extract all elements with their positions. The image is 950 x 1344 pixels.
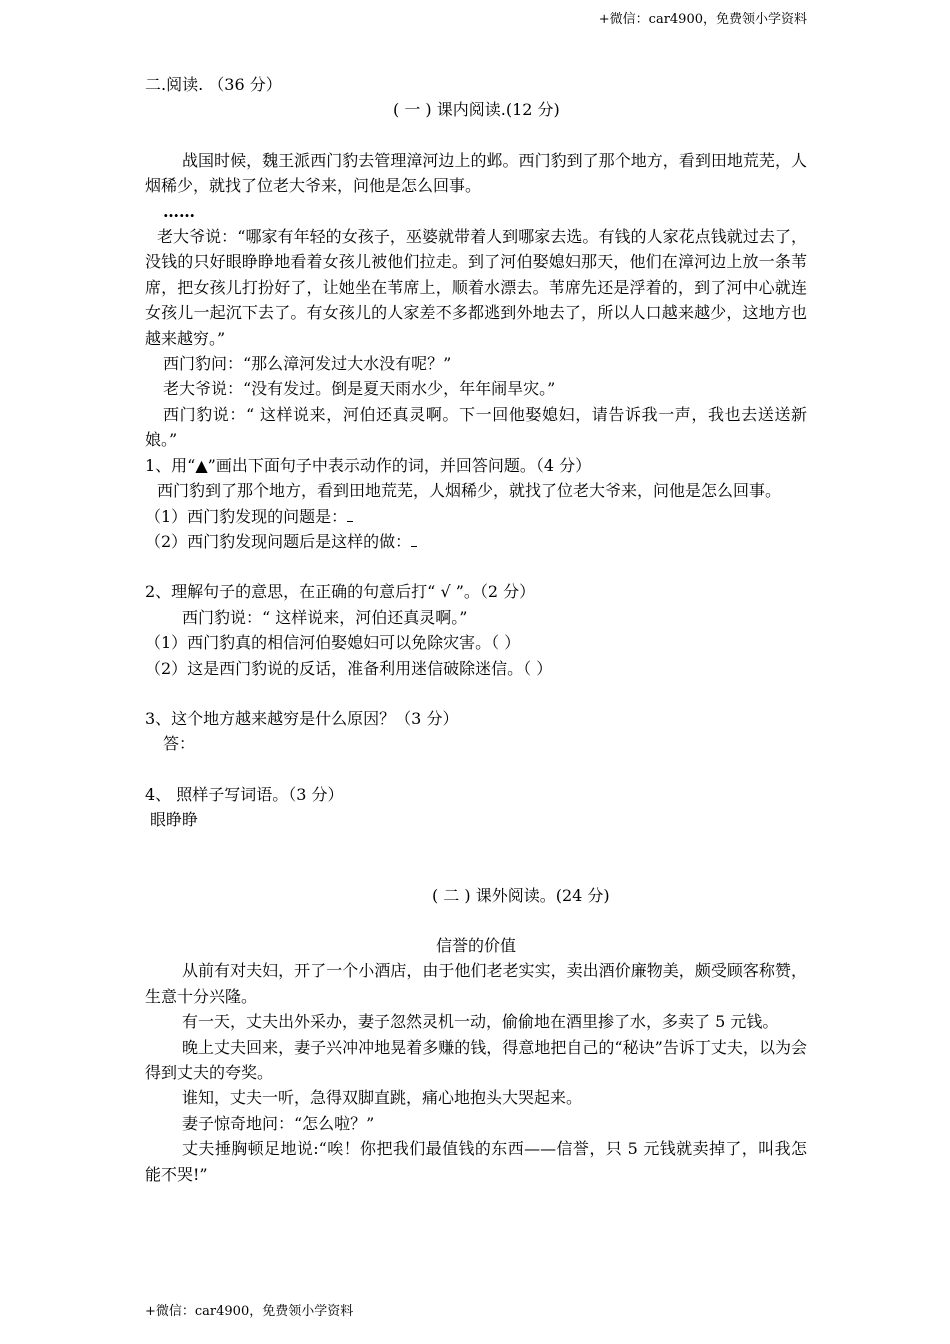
passage-paragraph: 西门豹说：“ 这样说来，河伯还真灵啊。下一回他娶媳妇，请告诉我一声，我也去送送新娘。” [145, 404, 807, 450]
story-paragraph: 谁知，丈夫一听，急得双脚直跳，痛心地抱头大哭起来。 [182, 1088, 583, 1108]
part-title: 二.阅读. （36 分） [145, 75, 282, 94]
answer-label: （1）西门豹发现的问题是： [145, 506, 348, 526]
page-header: +微信：car4900，免费领小学资料 [598, 12, 807, 27]
story-paragraph: 从前有对夫妇，开了一个小酒店，由于他们老老实实，卖出酒价廉物美，颇受顾客称赞，生意十分兴隆。 [145, 961, 807, 1006]
passage-paragraph: 西门豹问：“那么漳河发过大水没有呢？” [163, 354, 452, 374]
answer-blank[interactable] [411, 532, 417, 547]
question-3-prompt: 3、这个地方越来越穷是什么原因？（3 分） [145, 708, 459, 728]
story-paragraph: 丈夫捶胸顿足地说:“唉！你把我们最值钱的东西——信誉，只 5 元钱就卖掉了，叫我怎能不哭!” [145, 1139, 807, 1184]
question-2-quote: 西门豹说：“ 这样说来，河伯还真灵啊。” [182, 607, 468, 627]
story-paragraph: 妻子惊奇地问：“怎么啦？” [182, 1113, 375, 1133]
passage-paragraph: 战国时候，魏王派西门豹去管理漳河边上的邺。西门豹到了那个地方，看到田地荒芜，人烟稀少，就找了位老大爷来，问他是怎么回事。 [145, 150, 807, 196]
question-2-prompt: 2、理解句子的意思，在正确的句意后打“ √ ”。（2 分） [145, 582, 536, 602]
story-paragraph: 晚上丈夫回来，妻子兴冲冲地晃着多赚的钱，得意地把自己的“秘诀”告诉丁丈夫，以为会得到丈夫的夸奖。 [145, 1037, 807, 1082]
passage-ellipsis: …… [163, 201, 195, 221]
passage-paragraph: 老大爷说：“哪家有年轻的女孩子，巫婆就带着人到哪家去选。有钱的人家花点钱就过去了，没钱的只好眼睁睁地看着女孩儿被他们拉走。到了河伯娶媳妇那天，他们在漳河边上放一条苇席，把女孩儿打扮好了，让她坐在苇席上，顺着水漂去。苇席先还是浮着的，到了河中心就连女孩儿一起沉下去了。有女孩儿的人家差不多都逃到外地去了，所以人口越来越少，这地方也越来越穷。” [145, 227, 807, 348]
answer-blank[interactable] [347, 507, 353, 522]
passage-paragraph: 老大爷说：“没有发过。倒是夏天雨水少，年年闹旱灾。” [163, 379, 556, 399]
page-footer: +微信：car4900，免费领小学资料 [145, 1304, 354, 1319]
question-1-prompt: 1、用“▲”画出下面句子中表示动作的词，并回答问题。（4 分） [145, 455, 592, 475]
question-1-answer-line [145, 504, 807, 529]
question-4-prompt: 4、 照样子写词语。（3 分） [145, 784, 344, 804]
question-1-sentence: 西门豹到了那个地方，看到田地荒芜，人烟稀少，就找了位老大爷来，问他是怎么回事。 [157, 481, 782, 501]
spacer [145, 833, 807, 883]
spacer [145, 554, 807, 579]
question-2-option[interactable]: （2）这是西门豹说的反话，准备利用迷信破除迷信。（ ） [145, 658, 553, 678]
question-1-answer-line [145, 529, 807, 554]
document-body [145, 72, 807, 1187]
answer-label: （2）西门豹发现问题后是这样的做： [145, 531, 412, 551]
story-paragraph: 有一天，丈夫出外采办，妻子忽然灵机一动，偷偷地在酒里掺了水，多卖了 5 元钱。 [182, 1012, 779, 1032]
question-4-example: 眼睁睁 [150, 810, 199, 830]
question-3-answer: 答： [163, 734, 196, 754]
section1-title: ( 一 ) 课内阅读.(12 分) [393, 100, 560, 120]
question-2-option[interactable]: （1）西门豹真的相信河伯娶媳妇可以免除灾害。（ ） [145, 633, 521, 653]
spacer [145, 757, 807, 782]
story-title: 信誉的价值 [435, 935, 516, 955]
spacer [145, 908, 807, 933]
spacer [145, 681, 807, 706]
spacer [145, 123, 807, 148]
section2-title: ( 二 ) 课外阅读。(24 分) [432, 885, 610, 905]
